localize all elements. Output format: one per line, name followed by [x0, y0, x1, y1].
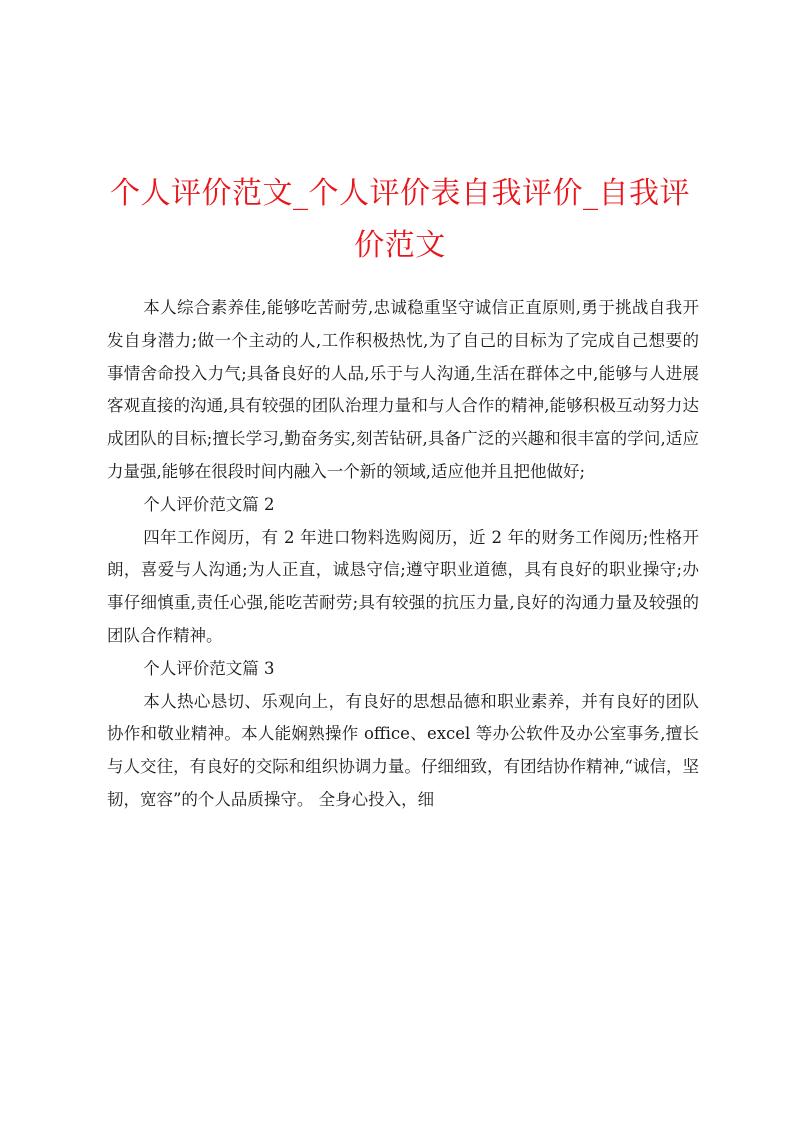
- section-heading-2: 个人评价范文篇 2: [143, 494, 275, 514]
- paragraph-section-2: 四年工作阅历，有 2 年进口物料选购阅历，近 2 年的财务工作阅历;性格开朗，喜爱与人沟通;为人正直，诚恳守信;遵守职业道德，具有良好的职业操守;办事仔细慎重,责任心强,能吃苦耐劳;具有较强的抗压力量,良好的沟通力量及较强的团队合作精神。: [107, 527, 699, 645]
- paragraph-section-3: 本人热心恳切、乐观向上，有良好的思想品德和职业素养，并有良好的团队协作和敬业精神。本人能娴熟操作 office、excel 等办公软件及办公室事务,擅长与人交往，有良好的交际和组织协调力量。仔细细致，有团结协作精神,“诚信，坚韧，宽容”的个人品质操守。 全身心投入，细: [107, 691, 699, 809]
- document-title: 个人评价范文_个人评价表自我评价_自我评价范文: [110, 176, 690, 263]
- paragraph-self-evaluation: 本人综合素养佳,能够吃苦耐劳,忠诚稳重坚守诚信正直原则,勇于挑战自我开发自身潜力;做一个主动的人,工作积极热忱,为了自己的目标为了完成自己想要的事情舍命投入力气;具备良好的人品,乐于与人沟通,生活在群体之中,能够与人进展客观直接的沟通,具有较强的团队治理力量和与人合作的精神,能够积极互动努力达成团队的目标;擅长学习,勤奋务实,刻苦钻研,具备广泛的兴趣和很丰富的学问,适应力量强,能够在很段时间内融入一个新的领域,适应他并且把他做好;: [107, 298, 699, 481]
- section-heading-3: 个人评价范文篇 3: [143, 658, 275, 678]
- document-body: [107, 292, 699, 817]
